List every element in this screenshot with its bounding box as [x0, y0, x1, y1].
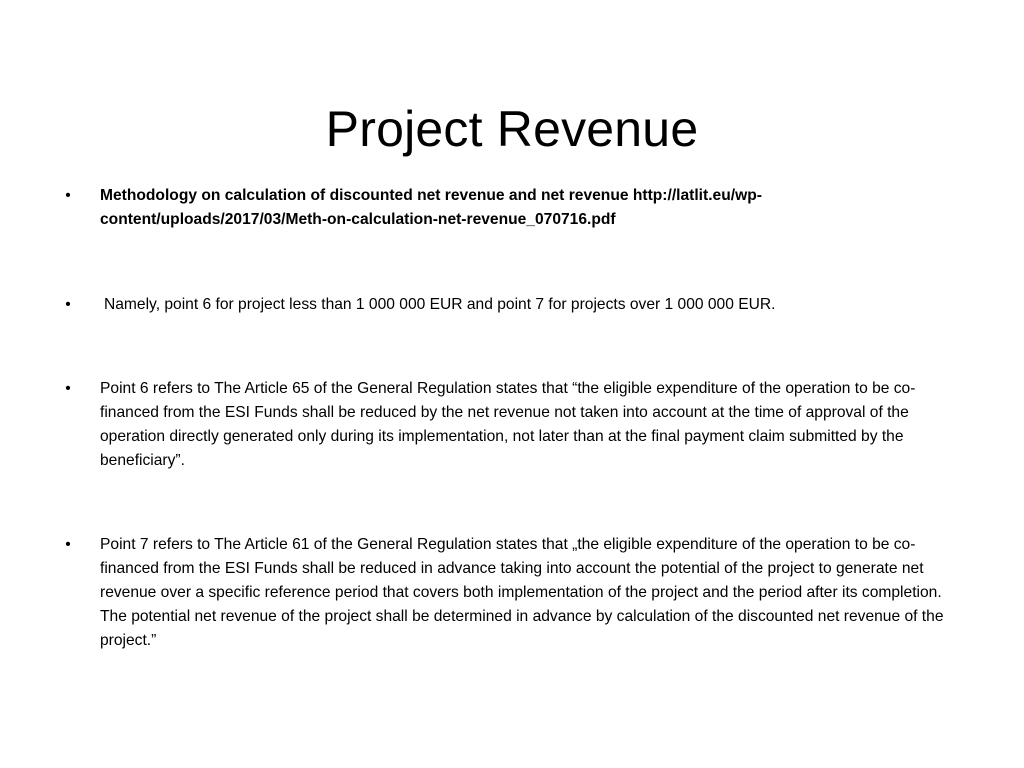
bullet-text: Point 6 refers to The Article 65 of the General Regulation states that “the eligible expenditure of the operation to be co-financed from the ESI Funds shall be reduced by the net revenue not taken into account at the time of approval of the operation directly generated only during its implementation, not later than at the final payment claim submitted by the beneficiary”. — [100, 380, 916, 469]
bullet-icon: • — [65, 380, 71, 397]
bullet-item-points — [60, 293, 970, 317]
bullet-text: Methodology on calculation of discounted net revenue and net revenue http://latlit.eu/wp-content/uploads/2017/03/Meth-on-calculation-net-revenue_070716.pdf — [100, 187, 762, 228]
slide-title: Project Revenue — [325, 100, 699, 157]
bullet-text: Point 7 refers to The Article 61 of the General Regulation states that „the eligible expenditure of the operation to be co-financed from the ESI Funds shall be reduced in advance taking into account the potential of the project to generate net revenue over a specific reference period that covers both implementation of the project and the period after its completion. The potential net revenue of the project shall be determined in advance by calculation of the discounted net revenue of the project.” — [100, 536, 944, 649]
bullet-icon: • — [65, 536, 71, 553]
bullet-item-methodology — [60, 184, 970, 232]
bullet-icon: • — [65, 187, 71, 204]
bullet-text: Namely, point 6 for project less than 1 000 000 EUR and point 7 for projects over 1 000 000 EUR. — [104, 296, 776, 313]
bullet-item-point-7 — [60, 533, 970, 653]
bullet-icon: • — [65, 296, 71, 313]
bullet-list — [60, 184, 970, 653]
bullet-item-point-6 — [60, 377, 970, 473]
